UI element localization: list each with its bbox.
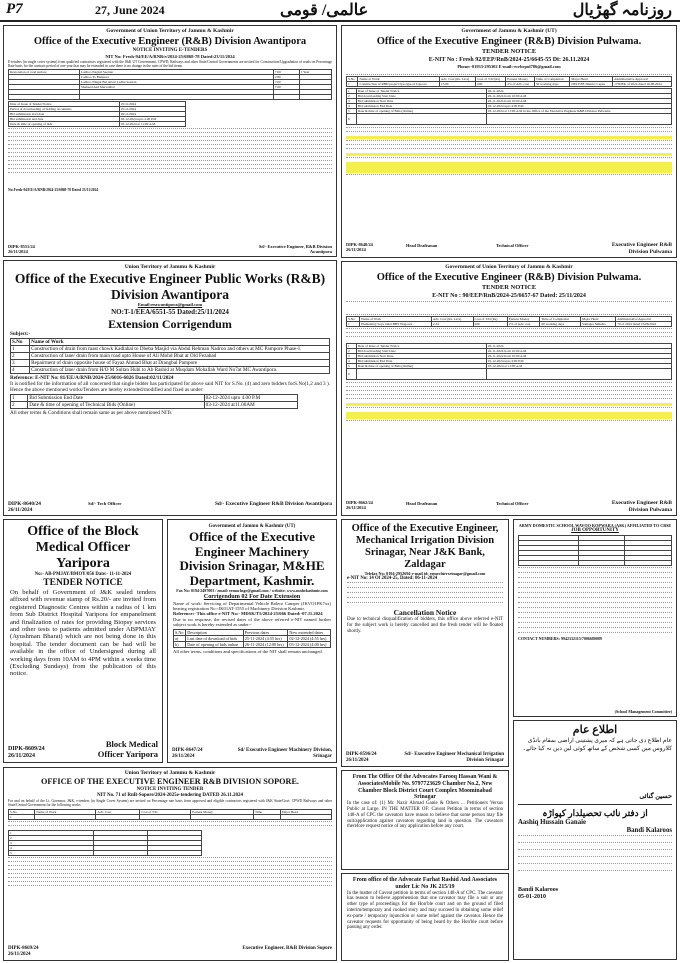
ad-subtitle: Cancellation Notice <box>393 608 457 618</box>
ad-body: Name of work: Servicing of Departmental Vehicle Bolero Camper (JKVO1PK7xx) bearing registration No:-JK01AT-1555 of Machinery Division Kashmir. <box>173 600 331 611</box>
urdu-title: اطلاع عام <box>572 724 618 736</box>
ad-body: In the case of: (1) Mr. Nazir Ahmad Ganie & Others ... Petitioners Versus Public at Large. IN THE MATTER OF: Caveat Petition in terms of section 148-A of CPC the caveators have reason to believe that some person may file suit/application against caveators regarding land in question. The caveators therefore request notice of any application before any court. <box>347 801 503 830</box>
ad-pulwama-nit-92 <box>341 25 677 258</box>
ad-footer: DIPK-8669/24 26/11/2024 Executive Engineer, R&B Division Sopore <box>8 946 332 957</box>
urdu-name-en: Aashiq Hussain Ganaie <box>518 819 586 826</box>
ad-title: Office of the Executive Engineer Public Works (R&B) Division Awantipora <box>14 271 326 302</box>
ad-note: All other terms, conditions and specifications of the NIT shall remain unchanged. <box>173 648 323 654</box>
ad-pulwama-nit-90 <box>341 261 677 516</box>
ad-body: On behalf of Government of J&K sealed tenders affixed with revenue stamp of Rs.20/- are invited from registered Diagnostic Centres within a radius of 1 km from Sub District Hospital Yaripora for empanelment and finalization of rates for providing Biopsy services and other tests to patients admitted under ABPMJAY (Ayushman Bharat) which are not being done in this hospital. The tender document can be had will be available in the office of Undersigned during all working days from 10AM to 4PM within a weeks time (Excluding Sundays) from the publication of this notice. <box>10 589 156 678</box>
ad-awantipora-nit <box>3 25 337 257</box>
ad-title: Office of the Executive Engineer (R&B) Division Pulwama. <box>376 272 642 283</box>
ad-footer: DIPK-8647/24 26/11/2024 Sd/ Executive Engineer Machinery Division, Srinagar <box>172 748 332 759</box>
ad-ref: No:Fresh-94/EE/A/RNB/2024-25/6868-78 Dated 23/11/2024 <box>8 188 99 193</box>
ad-sopore-nit <box>3 767 337 961</box>
ad-nit-number: No:- AB-PMJAY/BMOY/056 Date:- 11-11-2024 <box>34 572 132 577</box>
ad-gov: Government of Union Territory of Jammu & Kashmir <box>445 264 573 270</box>
page-number: P7 <box>6 1 23 17</box>
works-table: S.No Name of Work Adv. Cost (Rs. Lacs) Cost of T/D (Rs) Earnest Money Time of Completion Major Head Administrative Approval 1 Construction of RBD project bye-type of Lajoora 15.00 600 2% of Adv. cost 30 working days DELF.EE District Capex 175DEK of 2024 dated 10.08.2024 <box>346 76 672 87</box>
ad-body: It is notified for the information of all concerned that single bidder has participated for above said NIT for S.No. (4) and zero bidders forS.No(1,2 and 3 ). Hence the above mentioned works/Tenders are hereby extended/modified and fixed as under: <box>10 380 330 393</box>
ad-body <box>346 69 672 75</box>
ad-contact: Telefax No: 0194-2952694 e-mail id: eemechirrsrinagar@gmail.com <box>364 571 486 576</box>
ad-title: Office of the Executive Engineer (R&B) Division Pulwama. <box>376 36 642 47</box>
ad-subtitle: Extension Corrigendum <box>108 316 232 331</box>
urdu-body-2 <box>518 835 672 887</box>
ad-ref: Reference:- This office e-NIT No:- MDSK/T5/2024-25/666 Dated:-07.11.2024 <box>173 611 323 617</box>
works-table: Restoration of road surface Ladhoo Nagbal Seerian 7.00 1 Year Ladhoo To Bampora 2.80 Ladhoo Ningal Bal Alwat Ladhu Seerian 7.00 Shaheed And Marwalbal 7.00 <box>8 69 332 100</box>
ad-machinery-division <box>167 519 337 763</box>
ad-gov: Government of Union Territory of Jammu & Kashmir <box>106 28 234 34</box>
ad-body <box>346 301 672 315</box>
ad-body-2: Due to no response, the revised dates of the above referred e-NIT named further subject work is hereby extended as under:- <box>173 616 331 628</box>
dates-table: Date of Issue of Tender Notice 25/11/2024 Period of downloading of bidding documents 25/11/2024 Bid submission start date 26/11/2024 Bid submission end date 02-12-2024 upto 4.00 P.M Date & time of opening of bids 03-12-2024 at 11:00 A.M <box>8 101 186 127</box>
ad-subtitle: Corrigendum 02 For Date Extension <box>203 593 301 600</box>
ad-gov: Government of Jammu & Kashmir (UT) <box>461 28 557 34</box>
ad-footer: DIPK-8551/24 26/11/2024 Sd/- Executive Engineer, R&B Division Awantipora <box>8 244 332 254</box>
ad-terms-pre <box>346 328 672 342</box>
ad-nit-number: NO:T-1/EEA/6551-55 Dated:25/11/2024 <box>111 307 229 316</box>
ad-subtitle: JOB OPPORTUNITY <box>571 528 619 533</box>
ad-urdu-notices <box>513 720 677 960</box>
ad-title: Office of the Executive Engineer Machinery Division Srinagar, M&HE Department, Kashmir. <box>179 529 325 588</box>
ad-nit-number: NIT No. 71 of RnB-Sopore/2024-2025e-tendering DATED 26.11.2024 <box>97 793 243 798</box>
ad-footer: (School Management Committee) <box>614 709 672 714</box>
masthead-date: 27, June 2024 <box>95 3 165 17</box>
ad-terms <box>8 821 332 829</box>
ad-conditions <box>8 857 332 889</box>
ad-title: Office of the Executive Engineer (R&B) Division Awantipora <box>33 36 307 47</box>
ad-contact: CONTACT NUMBERS: 9942332115/7006680089 <box>518 636 602 641</box>
ad-title: From office of the Advocate Farhat Rashid And Associates under Lic No JK 215/19 <box>352 877 498 890</box>
ad-footer: DIPK-8648/24 26/11/2024 Head Draftsman Technical Officer Executive Engineer R&B Division Pulwama <box>346 242 672 255</box>
ad-nit-number: NIT No: Fresh-94/EE/A/RNB/e/2024-25/6868-78 Dated:23/11/2024 <box>105 54 235 59</box>
works-table: S.No Name of Work Adv. Cost Cost of T/D Earnest Money Time Major Head 1 <box>8 809 332 820</box>
urdu-body: عام اطلاع دی جاتی ہے کہ میری پشتینی اراضی بمقام بانڈی کلاروس میں کسی شخص کے ساتھ کوئی لین دین نہ کیا جائے۔ <box>522 738 672 752</box>
urdu-date: 05-01-2010 <box>518 894 546 900</box>
ad-body: For and on behalf of the Lt. Governor, J&K, e-tenders (in Single Cover System) are invited on Percentage rate basis from approved and eligible contractors registered with J&K State/Govt. CPWD Railways and other State/Central Government for the following works <box>8 799 332 808</box>
ad-contact: Fax No: 0194-2497003 / email: eemachsgr@gmail.com / website: www.mnhekashmir.com <box>176 588 328 593</box>
ad-body: In the matter of Caveat petition in terms of section 148-A of CPC. The caveator has reason to believe apprehension that one caveator may file a suit or any other type of proceedings for the Hon'ble court and on the ground of filed interim/temporary and cooked story and may succeed in obtaining some relief ex-parte / temporary injunction or some relief against the caveator. Hence the caveator requests for opportunity of being heard by the Hon'ble court before passing any order. <box>347 890 503 931</box>
ad-footer: DIPK-8640/24 26/11/2024 Sd/- Tech Officer Sd/- Executive Engineer R&B Division Awantipora <box>8 500 332 513</box>
ad-footer: DIPK-8609/24 26/11/2024 Block Medical Officer Yaripora <box>8 739 158 759</box>
ad-gov: Government of Jammu & Kashmir (UT) <box>208 524 296 529</box>
dates-table: 1 Date of Issue of Tender Notice 26-11-2024 2 Bid downloading Start Date 26-11-2024 from 10:00 A.M 3 Bid submission Start Date 26-11-2024 from 10:00 A.M 4 Bid submission End Date 02-12-2024 upto 4:00 P.M 5 Date & time of opening of Bids (Online) 03-12-2024 at 11:00 A.M 6 <box>346 343 672 380</box>
ad-terms <box>346 382 672 424</box>
section-title: عالمی/ قومی <box>280 2 369 19</box>
ad-caveat-farooq <box>341 770 509 870</box>
ad-gov: Union Territory of Jammu & Kashmir <box>124 264 216 270</box>
ad-title: Office of the Executive Engineer, Mechanical Irrigation Division Srinagar, Near J&K Bank, Zaldagar <box>351 523 499 570</box>
ad-contact: Phone:-01933-295302 E-mail:-ecrbrpul786@gmail.com <box>457 64 561 69</box>
urdu-place-en: Bandi Kalaroos <box>626 827 672 834</box>
dates-table: 1 Bid Submission End Date 02-12-2024 upto 4.00 P.M 2 Date & time of opening of Technical Bids (Online) 03-12-2024 at11.00AM <box>10 394 298 409</box>
ad-footer: DIPK-8662/24 26/11/2024 Head Draftsman Technical Officer Executive Engineer R&B Division Pulwama <box>346 500 672 513</box>
ad-body: Due to technical disqualification of bidders, this office above referred e-NIT for the subject work is hereby cancelled and the fresh tender will be floated shortly. <box>347 617 503 634</box>
ad-body: E-tenders (in single cover system) from qualified contractors registered with the J&K UT Government, CPWD, Railways and other State/Central Governments are invited for Construction/Upgradation of roads on Percentage Rate basis for the contract period of one year that may be extended in case there is no change in the rates of the bid items. <box>8 59 332 68</box>
ad-bmo-yaripora <box>3 519 163 763</box>
ad-title: Office of the Block Medical Officer Yaripora <box>27 524 139 571</box>
ad-subtitle: TENDER NOTICE <box>481 284 537 291</box>
ad-nit-number: E-NIT No : Fresh 92/EEP/RnB/2024-25/6645-55 Dt: 26.11.2024 <box>428 57 590 63</box>
ad-title: ARMY DOMESTIC SCHOOL WAVOO KOPWARA (ASK) AFFILIATED TO CBSE <box>518 523 672 528</box>
ad-note: All other terms & Conditions shall remain same as per above mentioned NITs <box>10 409 172 416</box>
urdu-name: حسین گنائی <box>639 793 672 800</box>
ad-subtitle: NOTICE INVITING TENDER <box>136 787 204 792</box>
ad-ref: Reference: E-NIT No: 81/EE/A/RNB/2024-25/6016-6026 Dated:02/11/2024 <box>10 374 174 381</box>
positions-table <box>518 535 672 566</box>
ad-subtitle: NOTICE INVITING E-TENDERS <box>132 48 208 53</box>
urdu-title-2: از دفتر نائب تحصیلدار کپواڑہ <box>542 808 648 818</box>
ad-nit-number: e-NIT No: 14 Of 2024-25, Dated: 06-11-2024 <box>347 576 438 582</box>
ad-subject: Subject:- <box>10 330 31 337</box>
ad-subtitle: TENDER NOTICE <box>43 578 123 588</box>
works-table: S.No Name of Work 1 Construction of drain from mast chowk Kadlabal to Dheba Masjid via Abdul Rehman Nadroo and others at MC Pampore Phase-I. 2 Construction of lane/ drain from main road upto House of Ali Mohd Bhat at Old Fezabad 3 Repairment of drain opposite house of Fayaz Ahmad Bhat at Drangbal Pampore 4 Construction of lane/ drain from H/O M Sultan Hubi to Ab Rashid at Muqdam Mohallah Ward No7at MC Awantipora. <box>10 338 330 374</box>
newspaper-name: روزنامہ گھڑیال <box>572 2 672 19</box>
ad-gov: Union Territory of Jammu & Kashmir <box>124 770 216 776</box>
ad-army-school <box>513 519 677 717</box>
ad-body <box>518 567 672 637</box>
ad-terms <box>346 127 672 178</box>
dates-table: 1 2 3 4 5 <box>8 830 202 856</box>
ad-caveat-farhat <box>341 873 509 961</box>
works-table: S.No Name of Work Adv. Cost (Rs. Lacs) Cost of T/D (Rs) Earnest Money Time of Completion Major Head Administrative Approval 1 Elementary boys toilet BHS Wagoora 2.34 200 2% of Adv. cost 60 working days Samagra Shiksha 79 of 2024 dated 16.08.2024 <box>346 316 672 327</box>
ad-footer: DIPK-8596/24 26/11/2024 Sd/- Executive Engineer Mechanical Irrigation Division Srinagar <box>346 752 504 763</box>
ad-mechanical-irrigation <box>341 519 509 767</box>
ad-title: OFFICE OF THE EXECUTIVE ENGINEER R&B DIVISION SOPORE. <box>41 777 299 786</box>
ad-awantipora-corrigendum <box>3 260 337 516</box>
dates-table: 1 Date of Issue of Tender Notice 26-11-2024 2 Bid downloading Start Date 26-11-2024 from 10:00 A.M 3 Bid submission Start Date 26-11-2024 from 10:00 A.M 4 Bid submission End Date 02-12-2024 upto 4:00 P.M 5 Date & time of opening of Bids (Online) 03-12-2024 at 11:00 A.M in the Office of the Executive Engineer R&B Division Pulwama 6 <box>346 88 672 125</box>
ad-subtitle: TENDER NOTICE <box>481 48 537 55</box>
masthead <box>0 0 680 22</box>
ad-title: From The Office Of the Advocates Farooq Hassan Wani & AssociatesMobile No. 9797723629 Chamber No.2, New Chamber Block District Court Complex Moominabad Srinagar <box>352 774 498 801</box>
urdu-sign: Bandi Kalaroos <box>518 887 559 893</box>
ad-terms <box>8 128 332 188</box>
dates-table: S.No Description Previous dates New extended dates a) Last date of download of bids 25-11-2024 (4:55 hrs) 02-12-2024 (4:55 hrs) b) Date of opening of bids online 26-11-2024 (12:00 hrs) 03-12-2024 (4:00 hrs) <box>173 629 331 648</box>
ad-preamble <box>347 582 503 608</box>
ad-nit-number: E-NIT No : 90/EEP/RnB/2024-25/6657-67 Dated: 25/11/2024 <box>432 293 586 299</box>
ad-email: Email:eeawantipora@gmail.com <box>137 302 203 307</box>
